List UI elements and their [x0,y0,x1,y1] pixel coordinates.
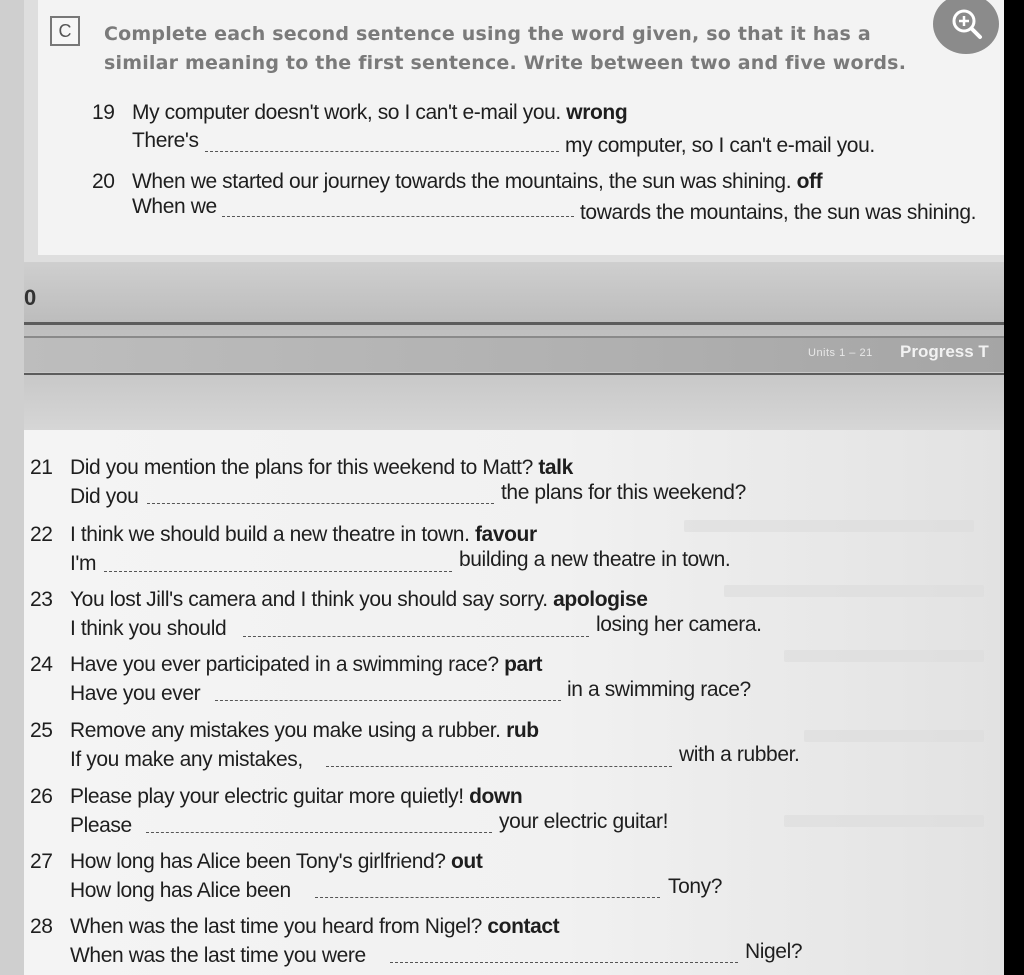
key-word: contact [487,915,560,938]
answer-start: When was the last time you were [70,944,366,967]
question-21 [30,455,573,481]
question-number: 28 [30,915,53,938]
original-sentence: My computer doesn't work, so I can't e-mail you. [132,101,561,124]
answer-end: towards the mountains, the sun was shining. [580,201,977,224]
original-sentence: When was the last time you heard from Nigel? [70,915,482,938]
page-edge-shadow [0,0,24,975]
answer-blank-21[interactable] [147,503,494,504]
question-27 [30,849,482,875]
answer-start: There's [132,129,199,152]
answer-end: the plans for this weekend? [501,481,746,504]
answer-start: If you make any mistakes, [70,748,303,771]
answer-end: my computer, so I can't e-mail you. [565,134,875,157]
show-through-text [784,815,984,827]
key-word: apologise [553,588,648,611]
answer-end: losing her camera. [596,613,762,636]
original-sentence: When we started our journey towards the mountains, the sun was shining. [132,170,792,193]
question-number: 20 [92,170,115,193]
question-number: 19 [92,101,115,124]
original-sentence: I think we should build a new theatre in town. [70,523,470,546]
question-19 [92,100,627,126]
question-number: 23 [30,588,53,611]
banner-units: Units 1 – 21 [808,347,873,359]
answer-blank-27[interactable] [315,897,660,898]
show-through-text [804,730,984,742]
question-number: 24 [30,653,53,676]
question-23 [30,587,648,613]
answer-blank-22[interactable] [104,571,452,572]
key-word: rub [506,719,539,742]
divider-rule [24,322,1004,325]
answer-blank-19[interactable] [205,151,559,152]
answer-start: I think you should [70,617,227,640]
key-word: favour [474,523,537,546]
zoom-in-icon [951,8,983,40]
original-sentence: Have you ever participated in a swimming race? [70,653,499,676]
answer-blank-20[interactable] [222,216,574,217]
question-28 [30,914,559,940]
answer-end: building a new theatre in town. [459,548,731,571]
key-word: wrong [566,101,628,124]
section-letter-box: C [50,16,80,46]
original-sentence: Remove any mistakes you make using a rubber. [70,719,501,742]
show-through-text [684,520,974,532]
answer-end: with a rubber. [679,743,800,766]
original-sentence: You lost Jill's camera and I think you should say sorry. [70,588,548,611]
answer-end: your electric guitar! [499,810,669,833]
question-24 [30,652,542,678]
answer-start: When we [132,195,217,218]
answer-start: Have you ever [70,682,201,705]
answer-end: Nigel? [745,940,803,963]
key-word: part [504,653,543,676]
answer-start: I'm [70,552,97,575]
key-word: off [796,170,823,193]
question-number: 22 [30,523,53,546]
banner-title: Progress T [900,342,989,361]
question-26 [30,784,522,810]
answer-start: Please [70,814,132,837]
answer-start: Did you [70,485,139,508]
divider-rule [24,373,1004,375]
question-number: 26 [30,785,53,808]
show-through-text [784,650,984,662]
question-number: 21 [30,456,53,479]
answer-blank-23[interactable] [243,636,589,637]
key-word: out [451,850,483,873]
answer-end: Tony? [668,875,723,898]
original-sentence: Did you mention the plans for this weekend to Matt? [70,456,533,479]
question-25 [30,718,539,744]
answer-end: in a swimming race? [567,678,751,701]
answer-blank-24[interactable] [215,700,561,701]
question-number: 27 [30,850,53,873]
key-word: down [469,785,523,808]
answer-blank-25[interactable] [326,766,672,767]
answer-blank-26[interactable] [146,832,492,833]
original-sentence: Please play your electric guitar more quietly! [70,785,464,808]
answer-blank-28[interactable] [390,962,738,963]
show-through-text [724,585,984,597]
question-22 [30,522,537,548]
divider-rule [24,336,1004,338]
page-number: 0 [24,285,37,310]
question-20 [92,169,822,195]
answer-start: How long has Alice been [70,879,291,902]
original-sentence: How long has Alice been Tony's girlfriend? [70,850,446,873]
key-word: talk [538,456,573,479]
exercise-instructions: Complete each second sentence using the word given, so that it has a similar meaning to the first sentence. Write between two and five words. [104,23,907,74]
question-number: 25 [30,719,53,742]
